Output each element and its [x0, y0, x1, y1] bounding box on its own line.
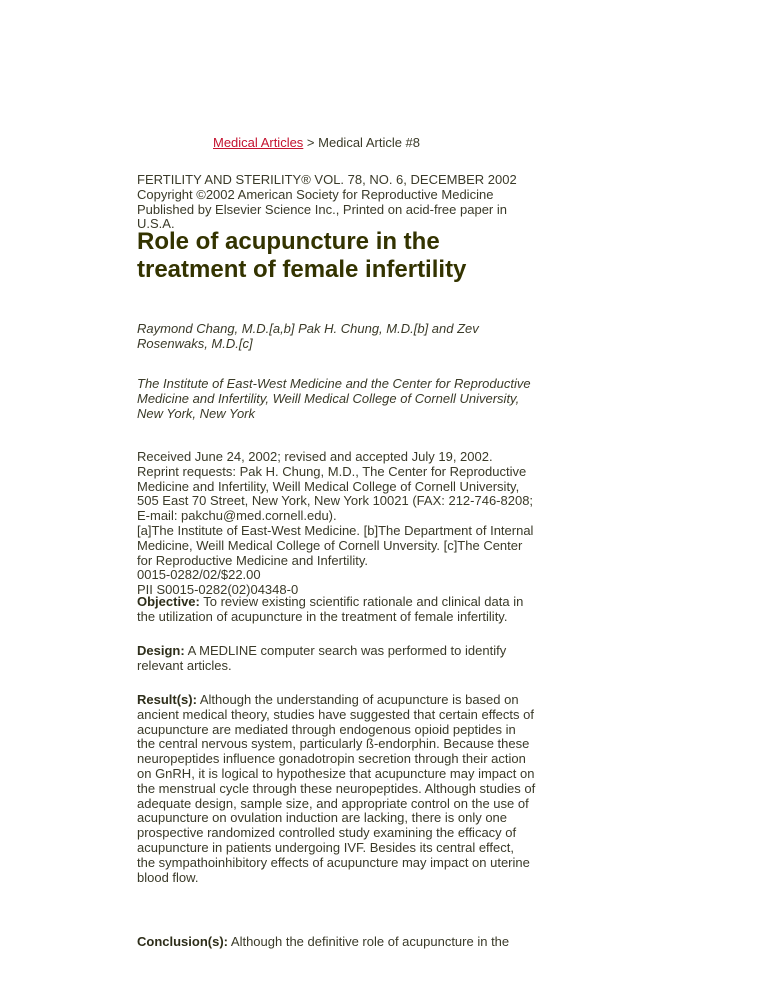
section-label: Design: — [137, 643, 185, 658]
text-line: ancient medical theory, studies have suggested that certain effects of — [137, 706, 534, 722]
journal-line: Copyright ©2002 American Society for Reproductive Medicine — [137, 186, 494, 202]
info-line: 505 East 70 Street, New York, New York 10021 (FAX: 212-746-8208; — [137, 493, 534, 509]
text-line: blood flow. — [137, 869, 199, 885]
info-line: [a]The Institute of East-West Medicine. [b]The Department of Internal — [137, 522, 534, 538]
institution-line: Medicine and Infertility, Weill Medical College of Cornell University, — [137, 390, 520, 406]
text-line: the sympathoinhibitory effects of acupuncture may impact on uterine — [137, 854, 530, 870]
info-line: Medicine, Weill Medical College of Cornell Unversity. [c]The Center — [137, 537, 523, 553]
article-info — [137, 450, 557, 598]
journal-line: Published by Elsevier Science Inc., Printed on acid-free paper in — [137, 201, 507, 217]
text-line: neuropeptides influence gonadotropin secretion through their action — [137, 751, 526, 767]
text-line: prospective randomized controlled study examining the efficacy of — [137, 825, 517, 841]
text-line: Although the understanding of acupuncture is based on — [196, 692, 519, 707]
text-line: the central nervous system, particularly ß-endorphin. Because these — [137, 736, 530, 752]
info-line: Medicine and Infertility, Weill Medical College of Cornell University, — [137, 478, 520, 494]
journal-line: U.S.A. — [137, 216, 175, 232]
title-line: treatment of female infertility — [137, 256, 467, 283]
text-line: relevant articles. — [137, 657, 232, 673]
institution — [137, 377, 557, 421]
text-line: on GnRH, it is logical to hypothesize that acupuncture may impact on — [137, 765, 535, 781]
section-label: Result(s): — [137, 692, 197, 707]
text-line: acupuncture are mediated through endogenous opioid peptides in — [137, 721, 516, 737]
journal-info — [137, 173, 557, 232]
info-line: E-mail: pakchu@med.cornell.edu). — [137, 508, 337, 524]
info-line: PII S0015-0282(02)04348-0 — [137, 582, 299, 598]
text-line: Although the definitive role of acupuncture in the — [228, 934, 510, 949]
authors — [137, 322, 557, 352]
info-line: 0015-0282/02/$22.00 — [137, 567, 261, 583]
breadcrumb-separator: > — [303, 135, 319, 150]
abstract-design — [137, 644, 557, 674]
abstract-results — [137, 693, 557, 885]
text-line: the utilization of acupuncture in the treatment of female infertility. — [137, 608, 508, 624]
institution-line: The Institute of East-West Medicine and the Center for Reproductive — [137, 376, 531, 391]
text-line: adequate design, sample size, and appropriate control on the use of — [137, 795, 529, 811]
text-line: To review existing scientific rationale and clinical data in — [199, 594, 524, 609]
authors-line: Raymond Chang, M.D.[a,b] Pak H. Chung, M.D.[b] and Zev — [137, 321, 479, 336]
breadcrumb-current: Medical Article #8 — [318, 135, 421, 150]
institution-line: New York, New York — [137, 405, 256, 421]
text-line: the menstrual cycle through these neuropeptides. Although studies of — [137, 780, 536, 796]
title-line: Role of acupuncture in the — [137, 228, 440, 255]
section-label: Conclusion(s): — [137, 934, 228, 949]
section-label: Objective: — [137, 594, 200, 609]
text-line: A MEDLINE computer search was performed to identify — [184, 643, 507, 658]
abstract-conclusion — [137, 935, 557, 950]
info-line: for Reproductive Medicine and Infertility. — [137, 552, 368, 568]
journal-line: FERTILITY AND STERILITY® VOL. 78, NO. 6, DECEMBER 2002 — [137, 172, 517, 187]
breadcrumb-link-medical-articles[interactable]: Medical Articles — [213, 135, 304, 150]
text-line: acupuncture in patients undergoing IVF. Besides its central effect, — [137, 839, 514, 855]
info-line: Received June 24, 2002; revised and accepted July 19, 2002. — [137, 449, 493, 464]
authors-line: Rosenwaks, M.D.[c] — [137, 335, 253, 351]
abstract-objective — [137, 595, 557, 625]
info-line: Reprint requests: Pak H. Chung, M.D., The Center for Reproductive — [137, 463, 527, 479]
article-title — [137, 228, 466, 284]
breadcrumb — [213, 136, 633, 151]
text-line: acupuncture on ovulation induction are lacking, there is only one — [137, 810, 508, 826]
